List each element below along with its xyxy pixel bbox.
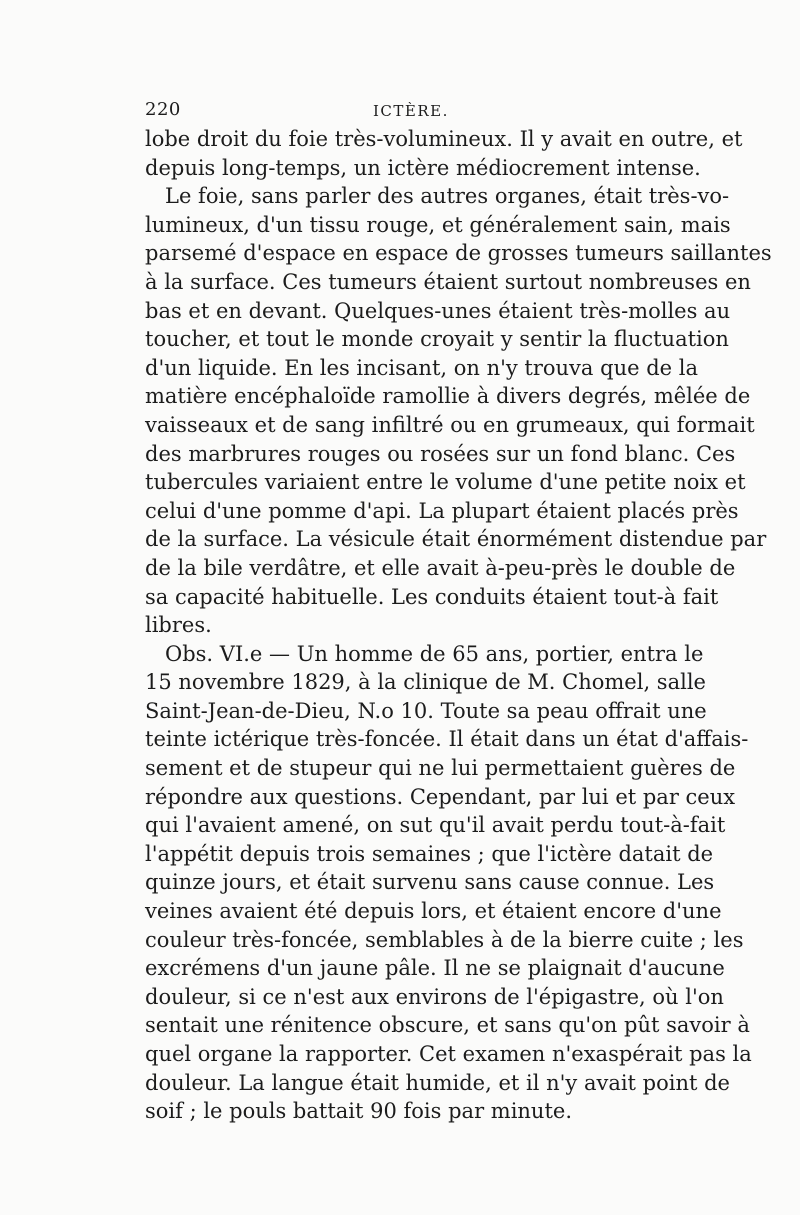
- text-line: qui l'avaient amené, on sut qu'il avait perdu tout-à-fait: [145, 813, 726, 838]
- text-line: excrémens d'un jaune pâle. Il ne se plaignait d'aucune: [145, 956, 725, 981]
- text-line: sa capacité habituelle. Les conduits étaient tout-à fait: [145, 584, 719, 609]
- text-line: Le foie, sans parler des autres organes, était très-vo-: [165, 184, 730, 209]
- text-line: d'un liquide. En les incisant, on n'y trouva que de la: [145, 355, 698, 380]
- text-line: sentait une rénitence obscure, et sans qu'on pût savoir à: [145, 1013, 750, 1038]
- text-line: des marbrures rouges ou rosées sur un fond blanc. Ces: [145, 441, 736, 466]
- text-line: celui d'une pomme d'api. La plupart étaient placés près: [145, 498, 739, 523]
- text-line: depuis long-temps, un ictère médiocrement intense.: [145, 155, 701, 180]
- page-header: [145, 98, 665, 122]
- text-line: répondre aux questions. Cependant, par lui et par ceux: [145, 784, 736, 809]
- text-line: sement et de stupeur qui ne lui permettaient guères de: [145, 756, 736, 781]
- text-line: parsemé d'espace en espace de grosses tumeurs saillantes: [145, 241, 772, 266]
- text-line: libres.: [145, 613, 212, 638]
- text-line: bas et en devant. Quelques-unes étaient très-molles au: [145, 298, 731, 323]
- page-number: 220: [145, 99, 181, 120]
- text-line: teinte ictérique très-foncée. Il était dans un état d'affais-: [145, 727, 749, 752]
- text-line: 15 novembre 1829, à la clinique de M. Chomel, salle: [145, 670, 706, 695]
- text-line: douleur. La langue était humide, et il n'y avait point de: [145, 1070, 730, 1095]
- text-line: veines avaient été depuis lors, et étaient encore d'une: [145, 899, 722, 924]
- text-line: tubercules variaient entre le volume d'une petite noix et: [145, 470, 746, 495]
- body-text: [145, 125, 772, 1126]
- text-line: lumineux, d'un tissu rouge, et généralement sain, mais: [145, 212, 731, 237]
- text-line: de la surface. La vésicule était énormément distendue par: [145, 527, 767, 552]
- observation-heading-line: Obs. VI.e — Un homme de 65 ans, portier, entra le: [165, 641, 704, 666]
- text-line: lobe droit du foie très-volumineux. Il y avait en outre, et: [145, 127, 743, 151]
- text-line: matière encéphaloïde ramollie à divers degrés, mêlée de: [145, 384, 751, 409]
- text-line: soif ; le pouls battait 90 fois par minute.: [145, 1099, 573, 1124]
- text-line: quinze jours, et était survenu sans cause connue. Les: [145, 870, 715, 895]
- text-line: douleur, si ce n'est aux environs de l'épigastre, où l'on: [145, 984, 724, 1009]
- text-line: toucher, et tout le monde croyait y sentir la fluctuation: [145, 327, 729, 352]
- text-line: à la surface. Ces tumeurs étaient surtout nombreuses en: [145, 269, 751, 294]
- text-line: vaisseaux et de sang infiltré ou en grumeaux, qui formait: [145, 412, 755, 437]
- text-line: couleur très-foncée, semblables à de la bierre cuite ; les: [145, 927, 744, 952]
- text-line: l'appétit depuis trois semaines ; que l'ictère datait de: [145, 841, 714, 866]
- text-line: Saint-Jean-de-Dieu, N.o 10. Toute sa peau offrait une: [145, 698, 707, 723]
- running-head: ICTÈRE.: [373, 102, 449, 120]
- text-line: de la bile verdâtre, et elle avait à-peu-près le double de: [145, 555, 736, 580]
- text-line: quel organe la rapporter. Cet examen n'exaspérait pas la: [145, 1042, 752, 1066]
